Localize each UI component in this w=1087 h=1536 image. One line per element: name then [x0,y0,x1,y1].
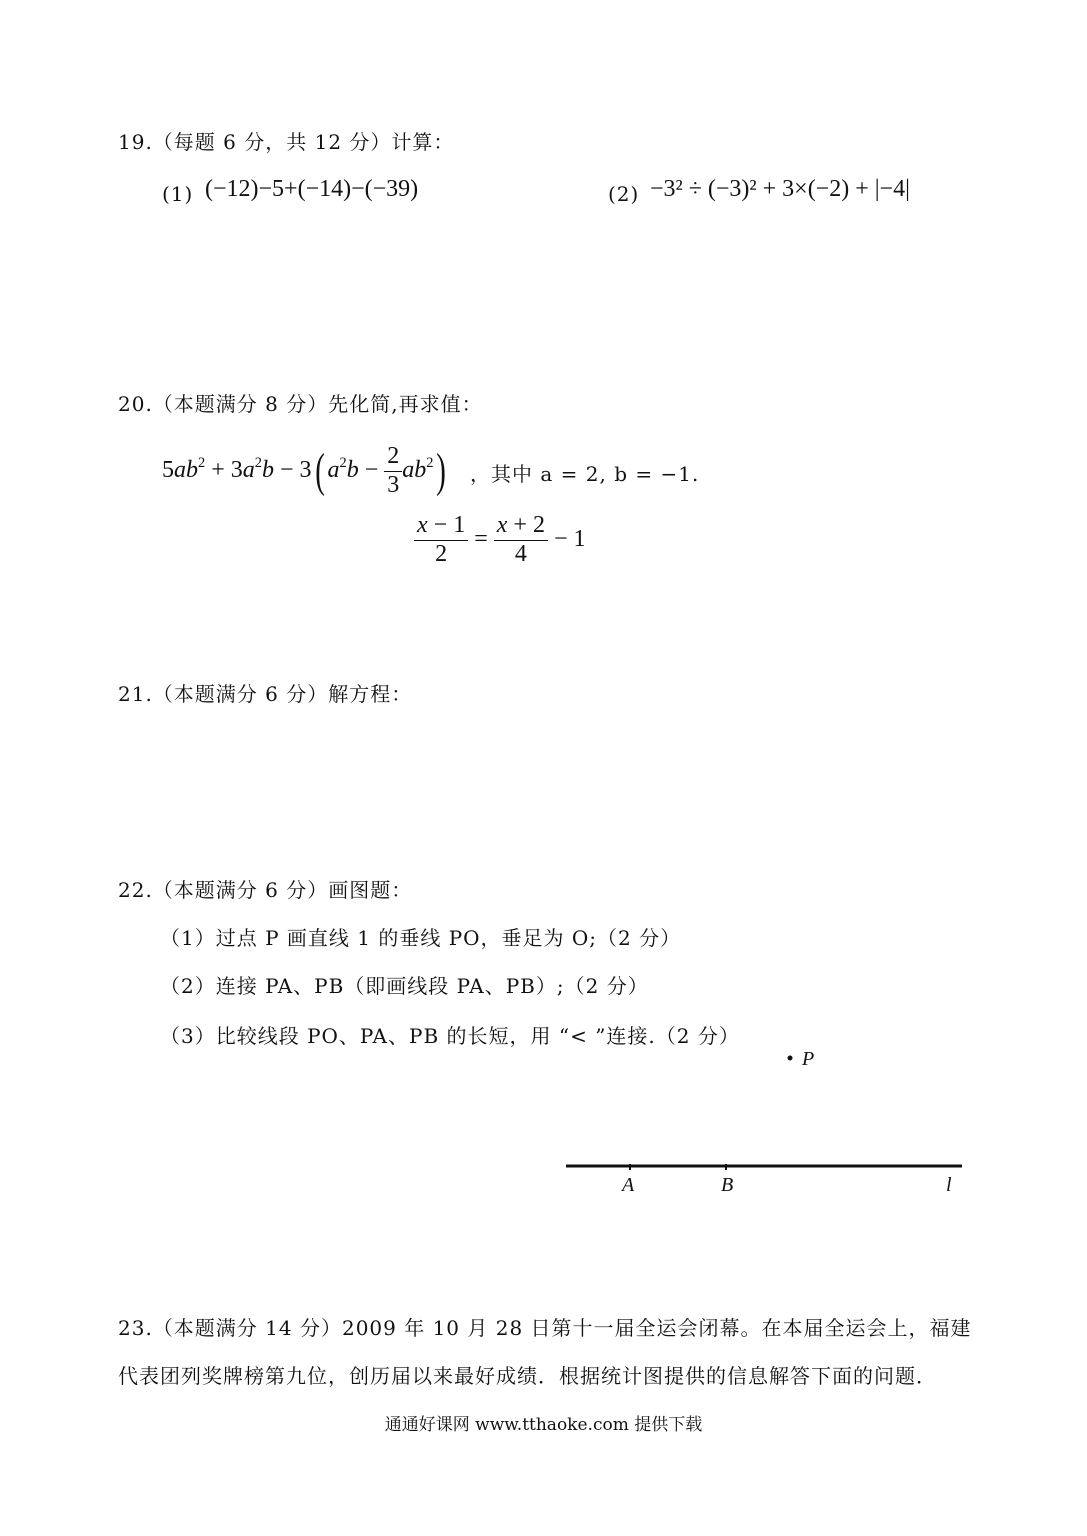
line-l-label: l [946,1174,952,1196]
q22-heading: 22.（本题满分 6 分）画图题： [118,878,413,902]
q22-item-1: （1）过点 P 画直线 1 的垂线 PO，垂足为 O;（2 分） [160,926,682,950]
q21-heading: 21.（本题满分 6 分）解方程： [118,682,413,706]
point-b-label: B [721,1174,734,1196]
point-a-label: A [622,1174,635,1196]
point-p-label: P [802,1048,815,1070]
q23-line-1: 23.（本题满分 14 分）2009 年 10 月 28 日第十一届全运会闭幕。在本届全运会上，福建 [118,1316,972,1340]
q19-part2-label: (2) [608,182,640,206]
q19-part1-expr: (−12)−5+(−14)−(−39) [205,176,419,202]
q22-item-2: （2）连接 PA、PB（即画线段 PA、PB）;（2 分） [160,974,649,998]
q19-part1-label: (1) [162,182,194,206]
q20-equation-visual: $\frac{x - 1}{2}$ = $\frac{x + 2}{4}$ − 1 [414,526,586,552]
q23-line-2: 代表团列奖牌榜第九位，创历届以来最好成绩．根据统计图提供的信息解答下面的问题． [118,1364,937,1388]
q19-heading: 19.（每题 6 分，共 12 分）计算： [118,130,455,154]
page-footer: 通通好课网 www.tthaoke.com 提供下载 [384,1415,703,1435]
q19-part2-expr: −3² ÷ (−3)² + 3×(−2) + |−4| [650,176,910,202]
q22-item-3: （3）比较线段 PO、PA、PB 的长短，用 “< ”连接.（2 分） [160,1024,740,1048]
q20-expression-visual: $5ab^2 + 3a^2b - 3$( $a^2b$ − $\frac{2}{3}$ $ab^2$) [162,443,447,498]
q20-heading: 20.（本题满分 8 分）先化简,再求值： [118,392,483,416]
q20-condition: ，其中 a = 2, b = −1. [470,462,700,486]
point-p-dot [788,1056,793,1061]
